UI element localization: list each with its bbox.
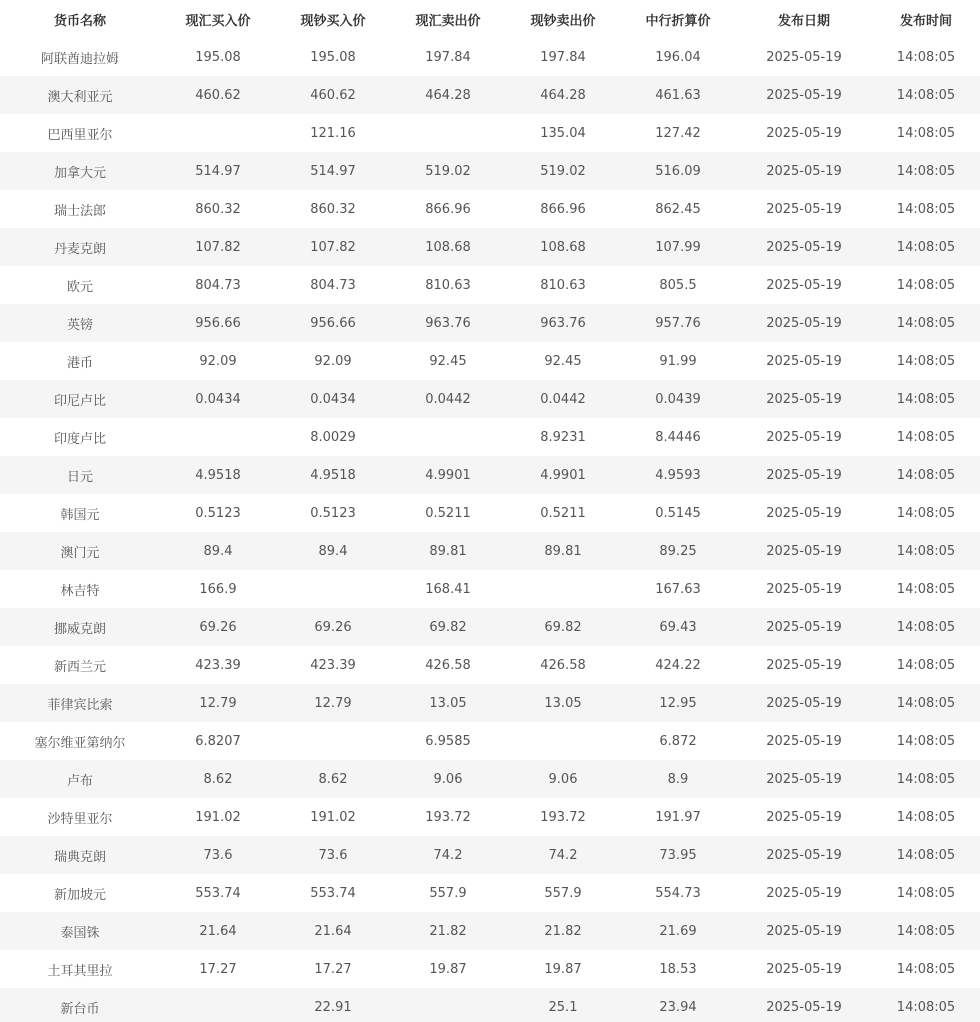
spot-sell-cell: 810.63	[390, 266, 506, 304]
cash-sell-cell: 557.9	[506, 874, 620, 912]
cash-buy-cell: 121.16	[276, 114, 390, 152]
table-row	[0, 950, 980, 988]
cash-sell-cell: 193.72	[506, 798, 620, 836]
table-row	[0, 836, 980, 874]
currency-name-cell: 日元	[0, 456, 160, 494]
spot-buy-cell: 956.66	[160, 304, 276, 342]
boc-conversion-cell: 957.76	[620, 304, 736, 342]
spot-buy-cell: 92.09	[160, 342, 276, 380]
spot-sell-cell: 0.0442	[390, 380, 506, 418]
spot-sell-cell: 963.76	[390, 304, 506, 342]
spot-buy-cell: 0.5123	[160, 494, 276, 532]
cash-sell-cell: 89.81	[506, 532, 620, 570]
boc-conversion-cell: 73.95	[620, 836, 736, 874]
publish-time-cell: 14:08:05	[872, 114, 980, 152]
cash-sell-cell: 92.45	[506, 342, 620, 380]
cash-sell-cell: 69.82	[506, 608, 620, 646]
publish-date-cell: 2025-05-19	[736, 380, 872, 418]
cash-buy-cell: 21.64	[276, 912, 390, 950]
cash-sell-cell: 74.2	[506, 836, 620, 874]
publish-time-cell: 14:08:05	[872, 380, 980, 418]
boc-conversion-cell: 8.4446	[620, 418, 736, 456]
publish-time-cell: 14:08:05	[872, 532, 980, 570]
boc-conversion-cell: 107.99	[620, 228, 736, 266]
cash-buy-cell: 956.66	[276, 304, 390, 342]
cash-buy-cell: 804.73	[276, 266, 390, 304]
publish-date-cell: 2025-05-19	[736, 190, 872, 228]
boc-conversion-cell: 516.09	[620, 152, 736, 190]
spot-sell-cell: 69.82	[390, 608, 506, 646]
publish-time-cell: 14:08:05	[872, 304, 980, 342]
table-row	[0, 874, 980, 912]
cash-buy-cell: 460.62	[276, 76, 390, 114]
cash-sell-cell: 810.63	[506, 266, 620, 304]
cash-sell-cell: 0.5211	[506, 494, 620, 532]
cash-sell-cell: 963.76	[506, 304, 620, 342]
cash-buy-cell: 92.09	[276, 342, 390, 380]
table-row	[0, 988, 980, 1022]
publish-time-cell: 14:08:05	[872, 912, 980, 950]
spot-buy-cell: 804.73	[160, 266, 276, 304]
table-row	[0, 380, 980, 418]
header-publish-date: 发布日期	[736, 0, 872, 38]
table-row	[0, 152, 980, 190]
currency-name-cell: 阿联酋迪拉姆	[0, 38, 160, 76]
spot-buy-cell: 166.9	[160, 570, 276, 608]
spot-sell-cell: 89.81	[390, 532, 506, 570]
publish-time-cell: 14:08:05	[872, 684, 980, 722]
spot-sell-cell: 168.41	[390, 570, 506, 608]
publish-time-cell: 14:08:05	[872, 722, 980, 760]
currency-name-cell: 瑞士法郎	[0, 190, 160, 228]
currency-name-cell: 加拿大元	[0, 152, 160, 190]
currency-name-cell: 丹麦克朗	[0, 228, 160, 266]
publish-time-cell: 14:08:05	[872, 760, 980, 798]
publish-time-cell: 14:08:05	[872, 646, 980, 684]
table-row	[0, 190, 980, 228]
table-row	[0, 722, 980, 760]
spot-sell-cell	[390, 988, 506, 1022]
publish-date-cell: 2025-05-19	[736, 494, 872, 532]
table-row	[0, 342, 980, 380]
currency-name-cell: 泰国铢	[0, 912, 160, 950]
boc-conversion-cell: 23.94	[620, 988, 736, 1022]
table-row	[0, 646, 980, 684]
spot-buy-cell: 423.39	[160, 646, 276, 684]
cash-sell-cell: 108.68	[506, 228, 620, 266]
spot-sell-cell: 6.9585	[390, 722, 506, 760]
header-row	[0, 0, 980, 38]
spot-buy-cell: 69.26	[160, 608, 276, 646]
publish-time-cell: 14:08:05	[872, 190, 980, 228]
cash-sell-cell: 197.84	[506, 38, 620, 76]
spot-buy-cell: 8.62	[160, 760, 276, 798]
cash-buy-cell: 195.08	[276, 38, 390, 76]
cash-buy-cell: 69.26	[276, 608, 390, 646]
spot-buy-cell	[160, 988, 276, 1022]
publish-time-cell: 14:08:05	[872, 418, 980, 456]
publish-time-cell: 14:08:05	[872, 570, 980, 608]
cash-sell-cell: 0.0442	[506, 380, 620, 418]
currency-name-cell: 欧元	[0, 266, 160, 304]
cash-sell-cell: 4.9901	[506, 456, 620, 494]
publish-date-cell: 2025-05-19	[736, 684, 872, 722]
cash-buy-cell: 89.4	[276, 532, 390, 570]
cash-buy-cell: 4.9518	[276, 456, 390, 494]
cash-sell-cell: 464.28	[506, 76, 620, 114]
boc-conversion-cell: 805.5	[620, 266, 736, 304]
table-row	[0, 266, 980, 304]
publish-date-cell: 2025-05-19	[736, 304, 872, 342]
cash-sell-cell: 426.58	[506, 646, 620, 684]
publish-date-cell: 2025-05-19	[736, 38, 872, 76]
currency-name-cell: 英镑	[0, 304, 160, 342]
spot-buy-cell: 21.64	[160, 912, 276, 950]
currency-name-cell: 土耳其里拉	[0, 950, 160, 988]
spot-sell-cell: 426.58	[390, 646, 506, 684]
header-spot-sell: 现汇卖出价	[390, 0, 506, 38]
cash-buy-cell: 8.0029	[276, 418, 390, 456]
spot-sell-cell: 866.96	[390, 190, 506, 228]
table-row	[0, 760, 980, 798]
spot-buy-cell: 89.4	[160, 532, 276, 570]
publish-date-cell: 2025-05-19	[736, 836, 872, 874]
spot-sell-cell: 557.9	[390, 874, 506, 912]
boc-conversion-cell: 89.25	[620, 532, 736, 570]
table-row	[0, 532, 980, 570]
publish-date-cell: 2025-05-19	[736, 570, 872, 608]
boc-conversion-cell: 6.872	[620, 722, 736, 760]
cash-sell-cell: 519.02	[506, 152, 620, 190]
currency-name-cell: 挪威克朗	[0, 608, 160, 646]
publish-date-cell: 2025-05-19	[736, 798, 872, 836]
publish-time-cell: 14:08:05	[872, 874, 980, 912]
boc-conversion-cell: 18.53	[620, 950, 736, 988]
boc-conversion-cell: 0.5145	[620, 494, 736, 532]
cash-sell-cell: 19.87	[506, 950, 620, 988]
table-row	[0, 228, 980, 266]
table-row	[0, 304, 980, 342]
currency-name-cell: 沙特里亚尔	[0, 798, 160, 836]
publish-date-cell: 2025-05-19	[736, 152, 872, 190]
spot-buy-cell: 460.62	[160, 76, 276, 114]
spot-buy-cell: 0.0434	[160, 380, 276, 418]
spot-sell-cell: 108.68	[390, 228, 506, 266]
cash-sell-cell: 9.06	[506, 760, 620, 798]
table-row	[0, 494, 980, 532]
boc-conversion-cell: 91.99	[620, 342, 736, 380]
currency-name-cell: 澳大利亚元	[0, 76, 160, 114]
spot-sell-cell: 193.72	[390, 798, 506, 836]
spot-sell-cell: 74.2	[390, 836, 506, 874]
table-row	[0, 38, 980, 76]
publish-time-cell: 14:08:05	[872, 76, 980, 114]
spot-sell-cell: 197.84	[390, 38, 506, 76]
publish-date-cell: 2025-05-19	[736, 608, 872, 646]
cash-sell-cell: 866.96	[506, 190, 620, 228]
publish-date-cell: 2025-05-19	[736, 418, 872, 456]
cash-buy-cell: 0.0434	[276, 380, 390, 418]
boc-conversion-cell: 554.73	[620, 874, 736, 912]
spot-sell-cell: 9.06	[390, 760, 506, 798]
cash-sell-cell: 13.05	[506, 684, 620, 722]
currency-name-cell: 港币	[0, 342, 160, 380]
publish-date-cell: 2025-05-19	[736, 114, 872, 152]
boc-conversion-cell: 69.43	[620, 608, 736, 646]
cash-buy-cell: 107.82	[276, 228, 390, 266]
cash-buy-cell: 17.27	[276, 950, 390, 988]
boc-conversion-cell: 191.97	[620, 798, 736, 836]
publish-time-cell: 14:08:05	[872, 456, 980, 494]
header-spot-buy: 现汇买入价	[160, 0, 276, 38]
spot-buy-cell: 12.79	[160, 684, 276, 722]
spot-buy-cell: 195.08	[160, 38, 276, 76]
cash-buy-cell: 860.32	[276, 190, 390, 228]
publish-time-cell: 14:08:05	[872, 342, 980, 380]
currency-name-cell: 印尼卢比	[0, 380, 160, 418]
spot-buy-cell: 514.97	[160, 152, 276, 190]
cash-buy-cell: 22.91	[276, 988, 390, 1022]
publish-date-cell: 2025-05-19	[736, 532, 872, 570]
publish-date-cell: 2025-05-19	[736, 342, 872, 380]
spot-sell-cell: 13.05	[390, 684, 506, 722]
cash-sell-cell	[506, 570, 620, 608]
currency-name-cell: 林吉特	[0, 570, 160, 608]
publish-date-cell: 2025-05-19	[736, 228, 872, 266]
boc-conversion-cell: 12.95	[620, 684, 736, 722]
publish-date-cell: 2025-05-19	[736, 722, 872, 760]
cash-buy-cell: 12.79	[276, 684, 390, 722]
currency-name-cell: 塞尔维亚第纳尔	[0, 722, 160, 760]
boc-conversion-cell: 424.22	[620, 646, 736, 684]
spot-buy-cell: 553.74	[160, 874, 276, 912]
publish-date-cell: 2025-05-19	[736, 266, 872, 304]
publish-date-cell: 2025-05-19	[736, 988, 872, 1022]
spot-sell-cell	[390, 114, 506, 152]
publish-time-cell: 14:08:05	[872, 228, 980, 266]
spot-buy-cell: 860.32	[160, 190, 276, 228]
publish-date-cell: 2025-05-19	[736, 646, 872, 684]
currency-name-cell: 新台币	[0, 988, 160, 1022]
publish-date-cell: 2025-05-19	[736, 760, 872, 798]
table-row	[0, 684, 980, 722]
spot-buy-cell	[160, 418, 276, 456]
header-boc-conversion: 中行折算价	[620, 0, 736, 38]
publish-time-cell: 14:08:05	[872, 494, 980, 532]
spot-sell-cell: 19.87	[390, 950, 506, 988]
table-row	[0, 798, 980, 836]
header-currency-name: 货币名称	[0, 0, 160, 38]
boc-conversion-cell: 127.42	[620, 114, 736, 152]
cash-sell-cell: 25.1	[506, 988, 620, 1022]
cash-buy-cell: 423.39	[276, 646, 390, 684]
boc-conversion-cell: 0.0439	[620, 380, 736, 418]
currency-name-cell: 新西兰元	[0, 646, 160, 684]
currency-name-cell: 巴西里亚尔	[0, 114, 160, 152]
table-body	[0, 38, 980, 1022]
table-row	[0, 76, 980, 114]
currency-name-cell: 新加坡元	[0, 874, 160, 912]
spot-sell-cell: 519.02	[390, 152, 506, 190]
boc-conversion-cell: 862.45	[620, 190, 736, 228]
publish-time-cell: 14:08:05	[872, 988, 980, 1022]
publish-time-cell: 14:08:05	[872, 38, 980, 76]
spot-buy-cell: 6.8207	[160, 722, 276, 760]
cash-buy-cell	[276, 570, 390, 608]
spot-sell-cell: 4.9901	[390, 456, 506, 494]
boc-conversion-cell: 461.63	[620, 76, 736, 114]
publish-time-cell: 14:08:05	[872, 608, 980, 646]
publish-time-cell: 14:08:05	[872, 798, 980, 836]
cash-sell-cell: 135.04	[506, 114, 620, 152]
publish-time-cell: 14:08:05	[872, 266, 980, 304]
publish-date-cell: 2025-05-19	[736, 912, 872, 950]
cash-sell-cell: 21.82	[506, 912, 620, 950]
spot-buy-cell: 4.9518	[160, 456, 276, 494]
boc-conversion-cell: 167.63	[620, 570, 736, 608]
publish-date-cell: 2025-05-19	[736, 874, 872, 912]
spot-sell-cell: 21.82	[390, 912, 506, 950]
currency-name-cell: 瑞典克朗	[0, 836, 160, 874]
table-row	[0, 418, 980, 456]
spot-buy-cell: 17.27	[160, 950, 276, 988]
spot-buy-cell: 107.82	[160, 228, 276, 266]
cash-buy-cell	[276, 722, 390, 760]
boc-conversion-cell: 8.9	[620, 760, 736, 798]
publish-date-cell: 2025-05-19	[736, 76, 872, 114]
publish-time-cell: 14:08:05	[872, 950, 980, 988]
spot-sell-cell: 0.5211	[390, 494, 506, 532]
boc-conversion-cell: 21.69	[620, 912, 736, 950]
currency-name-cell: 印度卢比	[0, 418, 160, 456]
currency-name-cell: 韩国元	[0, 494, 160, 532]
spot-buy-cell	[160, 114, 276, 152]
table-row	[0, 608, 980, 646]
cash-buy-cell: 8.62	[276, 760, 390, 798]
publish-date-cell: 2025-05-19	[736, 950, 872, 988]
currency-name-cell: 菲律宾比索	[0, 684, 160, 722]
cash-sell-cell: 8.9231	[506, 418, 620, 456]
cash-buy-cell: 514.97	[276, 152, 390, 190]
table-row	[0, 570, 980, 608]
spot-buy-cell: 73.6	[160, 836, 276, 874]
table-row	[0, 114, 980, 152]
spot-sell-cell: 92.45	[390, 342, 506, 380]
publish-time-cell: 14:08:05	[872, 836, 980, 874]
table-row	[0, 912, 980, 950]
publish-time-cell: 14:08:05	[872, 152, 980, 190]
spot-sell-cell: 464.28	[390, 76, 506, 114]
header-cash-sell: 现钞卖出价	[506, 0, 620, 38]
header-publish-time: 发布时间	[872, 0, 980, 38]
spot-sell-cell	[390, 418, 506, 456]
publish-date-cell: 2025-05-19	[736, 456, 872, 494]
spot-buy-cell: 191.02	[160, 798, 276, 836]
currency-name-cell: 卢布	[0, 760, 160, 798]
table-row	[0, 456, 980, 494]
cash-sell-cell	[506, 722, 620, 760]
cash-buy-cell: 553.74	[276, 874, 390, 912]
header-cash-buy: 现钞买入价	[276, 0, 390, 38]
currency-name-cell: 澳门元	[0, 532, 160, 570]
boc-conversion-cell: 196.04	[620, 38, 736, 76]
cash-buy-cell: 191.02	[276, 798, 390, 836]
cash-buy-cell: 73.6	[276, 836, 390, 874]
table-header	[0, 0, 980, 38]
cash-buy-cell: 0.5123	[276, 494, 390, 532]
boc-conversion-cell: 4.9593	[620, 456, 736, 494]
